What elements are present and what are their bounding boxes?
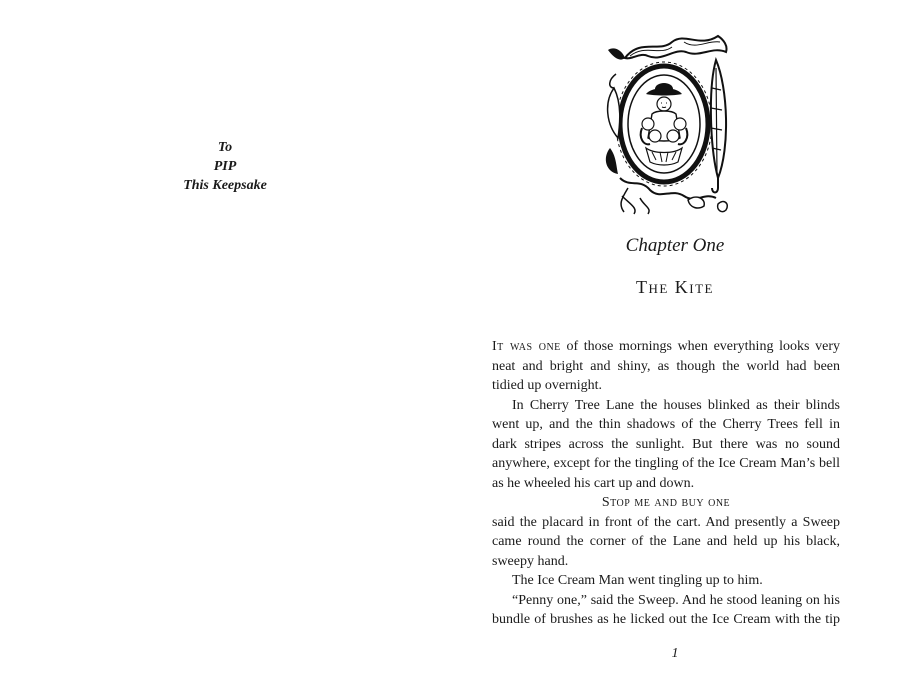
text-line: In Cherry Tree Lane the houses blinked as their blinds bbox=[512, 397, 840, 413]
chapter-illustration bbox=[600, 28, 740, 216]
dedication-line: This Keepsake bbox=[183, 178, 267, 193]
text-line: went up, and the thin shadows of the Cherry Trees fell in bbox=[492, 417, 840, 432]
text-line: dark stripes across the sunlight. But there was no sound bbox=[492, 436, 840, 452]
text-line-rest: of those mornings when everything looks very bbox=[560, 339, 840, 354]
chapter-title: The Kite bbox=[635, 277, 715, 297]
text-line bbox=[492, 337, 840, 357]
text-line: neat and bright and shiny, as though the world had been bbox=[492, 358, 840, 374]
chapter-body bbox=[492, 337, 840, 630]
text-line: sweepy hand. bbox=[492, 553, 569, 569]
text-line: said the placard in front of the cart. And presently a Sweep bbox=[492, 514, 840, 530]
text-line: came round the corner of the Lane and held up his black, bbox=[492, 534, 840, 549]
dedication-line: To bbox=[217, 140, 233, 155]
text-line: bundle of brushes as he licked out the Ice Cream with the tip bbox=[492, 612, 840, 627]
text-line: “Penny one,” said the Sweep. And he stood leaning on his bbox=[512, 592, 840, 608]
placard-text: Stop me and buy one bbox=[601, 495, 731, 510]
right-page bbox=[450, 0, 900, 690]
page-number: 1 bbox=[671, 646, 679, 661]
text-line: tidied up overnight. bbox=[492, 378, 603, 393]
text-line: The Ice Cream Man went tingling up to him. bbox=[512, 573, 763, 588]
dedication bbox=[150, 138, 300, 195]
dedication-line: PIP bbox=[213, 159, 237, 174]
text-line: as he wheeled his cart up and down. bbox=[492, 475, 695, 491]
chapter-number: Chapter One bbox=[625, 235, 725, 256]
drop-lead-in: It was one bbox=[492, 339, 561, 354]
text-line: anywhere, except for the tingling of the Ice Cream Man’s bell bbox=[492, 456, 840, 471]
